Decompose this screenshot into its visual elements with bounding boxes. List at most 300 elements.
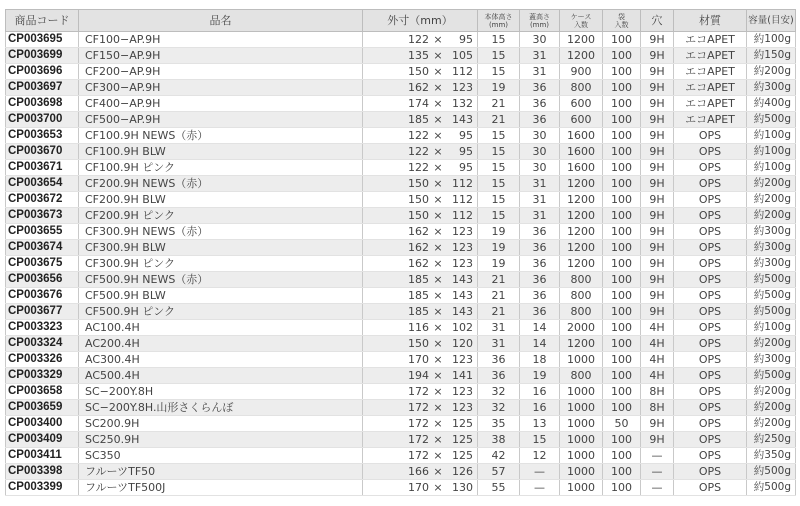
- dim-width: 172: [408, 417, 429, 430]
- cell-dims: [363, 288, 478, 304]
- cell-name: CF100−AP.9H: [79, 32, 363, 48]
- dim-depth: 143: [452, 305, 473, 318]
- dim-width: 150: [408, 193, 429, 206]
- cell-hole: 4H: [641, 368, 674, 384]
- cell-name: CF300.9H ピンク: [79, 256, 363, 272]
- cell-code: CP003696: [6, 64, 79, 80]
- cell-hole: 9H: [641, 96, 674, 112]
- header-lid-height-line1: 蓋高さ: [529, 12, 550, 21]
- cell-body-height: 21: [478, 112, 520, 128]
- cell-capacity: 約300g: [747, 240, 796, 256]
- dim-separator: ×: [433, 481, 443, 494]
- cell-code: CP003659: [6, 400, 79, 416]
- cell-material: OPS: [674, 176, 747, 192]
- cell-bag-qty: 100: [603, 352, 641, 368]
- cell-capacity: 約100g: [747, 32, 796, 48]
- header-capacity: 容量(目安): [747, 10, 796, 32]
- cell-dims: [363, 192, 478, 208]
- cell-name: CF300.9H BLW: [79, 240, 363, 256]
- cell-name: CF200−AP.9H: [79, 64, 363, 80]
- table-row: [6, 160, 796, 176]
- cell-capacity: 約500g: [747, 112, 796, 128]
- dim-depth: 105: [452, 49, 473, 62]
- cell-case-qty: 1000: [560, 416, 603, 432]
- cell-hole: 9H: [641, 208, 674, 224]
- cell-dims: [363, 80, 478, 96]
- cell-bag-qty: 100: [603, 320, 641, 336]
- cell-body-height: 42: [478, 448, 520, 464]
- cell-body-height: 19: [478, 240, 520, 256]
- table-row: [6, 336, 796, 352]
- cell-lid-height: 19: [520, 368, 560, 384]
- cell-case-qty: 1000: [560, 464, 603, 480]
- cell-body-height: 15: [478, 48, 520, 64]
- cell-body-height: 57: [478, 464, 520, 480]
- cell-hole: 9H: [641, 32, 674, 48]
- cell-lid-height: 12: [520, 448, 560, 464]
- dim-separator: ×: [433, 385, 443, 398]
- cell-lid-height: 31: [520, 208, 560, 224]
- table-row: [6, 112, 796, 128]
- cell-bag-qty: 100: [603, 112, 641, 128]
- table-row: [6, 480, 796, 496]
- dim-depth: 141: [452, 369, 473, 382]
- cell-hole: 9H: [641, 192, 674, 208]
- dim-separator: ×: [433, 241, 443, 254]
- cell-case-qty: 800: [560, 368, 603, 384]
- cell-dims: [363, 144, 478, 160]
- dim-depth: 123: [452, 241, 473, 254]
- cell-name: SC250.9H: [79, 432, 363, 448]
- dim-separator: [473, 400, 478, 415]
- cell-dims: [363, 320, 478, 336]
- cell-dims: [363, 432, 478, 448]
- cell-capacity: 約100g: [747, 144, 796, 160]
- cell-material: OPS: [674, 352, 747, 368]
- cell-body-height: 38: [478, 432, 520, 448]
- cell-material: エコAPET: [674, 96, 747, 112]
- dim-depth: 123: [452, 401, 473, 414]
- dim-width: 150: [408, 337, 429, 350]
- cell-body-height: 36: [478, 352, 520, 368]
- dim-separator: ×: [433, 433, 443, 446]
- cell-lid-height: 31: [520, 192, 560, 208]
- dim-separator: ×: [433, 193, 443, 206]
- cell-material: OPS: [674, 288, 747, 304]
- cell-code: CP003654: [6, 176, 79, 192]
- cell-name: AC500.4H: [79, 368, 363, 384]
- cell-capacity: 約200g: [747, 64, 796, 80]
- cell-case-qty: 1600: [560, 128, 603, 144]
- cell-bag-qty: 100: [603, 224, 641, 240]
- table-row: [6, 464, 796, 480]
- cell-material: OPS: [674, 208, 747, 224]
- cell-dims: [363, 448, 478, 464]
- cell-dims: [363, 160, 478, 176]
- cell-dims: [363, 128, 478, 144]
- dim-separator: [473, 464, 478, 479]
- dim-width: 162: [408, 225, 429, 238]
- dim-width: 185: [408, 305, 429, 318]
- dim-separator: ×: [433, 209, 443, 222]
- cell-body-height: 36: [478, 368, 520, 384]
- dim-separator: [473, 160, 478, 175]
- cell-material: OPS: [674, 224, 747, 240]
- dim-width: 135: [408, 49, 429, 62]
- cell-bag-qty: 100: [603, 32, 641, 48]
- table-row: [6, 192, 796, 208]
- dim-width: 162: [408, 241, 429, 254]
- dim-separator: ×: [433, 97, 443, 110]
- cell-name: AC100.4H: [79, 320, 363, 336]
- cell-dims: [363, 368, 478, 384]
- cell-bag-qty: 100: [603, 208, 641, 224]
- table-row: [6, 416, 796, 432]
- cell-body-height: 15: [478, 160, 520, 176]
- table-row: [6, 48, 796, 64]
- cell-case-qty: 1200: [560, 208, 603, 224]
- cell-code: CP003658: [6, 384, 79, 400]
- dim-width: 185: [408, 289, 429, 302]
- cell-code: CP003656: [6, 272, 79, 288]
- cell-material: OPS: [674, 384, 747, 400]
- table-row: [6, 432, 796, 448]
- cell-material: OPS: [674, 448, 747, 464]
- cell-material: OPS: [674, 240, 747, 256]
- dim-depth: 112: [452, 177, 473, 190]
- cell-capacity: 約100g: [747, 128, 796, 144]
- dim-width: 122: [408, 145, 429, 158]
- cell-dims: [363, 64, 478, 80]
- cell-body-height: 31: [478, 320, 520, 336]
- cell-lid-height: 36: [520, 288, 560, 304]
- dim-depth: 123: [452, 257, 473, 270]
- dim-width: 174: [408, 97, 429, 110]
- cell-material: OPS: [674, 272, 747, 288]
- cell-case-qty: 1000: [560, 480, 603, 496]
- dim-separator: [473, 192, 478, 207]
- dim-separator: ×: [433, 337, 443, 350]
- cell-lid-height: 16: [520, 384, 560, 400]
- dim-separator: [473, 304, 478, 319]
- table-body: [6, 32, 796, 496]
- dim-separator: [473, 432, 478, 447]
- header-case-qty: [560, 10, 603, 32]
- cell-bag-qty: 100: [603, 384, 641, 400]
- cell-hole: 9H: [641, 48, 674, 64]
- cell-bag-qty: 100: [603, 48, 641, 64]
- cell-hole: 9H: [641, 64, 674, 80]
- cell-bag-qty: 100: [603, 64, 641, 80]
- table-row: [6, 384, 796, 400]
- cell-case-qty: 600: [560, 96, 603, 112]
- header-name: 品名: [79, 10, 363, 32]
- cell-case-qty: 800: [560, 288, 603, 304]
- dim-width: 122: [408, 33, 429, 46]
- cell-case-qty: 1200: [560, 256, 603, 272]
- cell-lid-height: 15: [520, 432, 560, 448]
- dim-width: 185: [408, 113, 429, 126]
- table-row: [6, 128, 796, 144]
- cell-capacity: 約300g: [747, 352, 796, 368]
- cell-code: CP003695: [6, 32, 79, 48]
- dim-separator: ×: [433, 401, 443, 414]
- cell-hole: —: [641, 448, 674, 464]
- cell-name: CF300−AP.9H: [79, 80, 363, 96]
- cell-hole: 9H: [641, 416, 674, 432]
- cell-name: SC−200Y.8H.山形さくらんぼ: [79, 400, 363, 416]
- cell-bag-qty: 100: [603, 272, 641, 288]
- table-row: [6, 304, 796, 320]
- cell-hole: —: [641, 464, 674, 480]
- cell-code: CP003653: [6, 128, 79, 144]
- cell-capacity: 約200g: [747, 384, 796, 400]
- dim-separator: [473, 176, 478, 191]
- dim-separator: ×: [433, 353, 443, 366]
- dim-width: 162: [408, 257, 429, 270]
- cell-capacity: 約300g: [747, 224, 796, 240]
- cell-dims: [363, 256, 478, 272]
- cell-code: CP003409: [6, 432, 79, 448]
- dim-width: 150: [408, 177, 429, 190]
- dim-depth: 143: [452, 113, 473, 126]
- dim-depth: 123: [452, 353, 473, 366]
- cell-material: エコAPET: [674, 80, 747, 96]
- dim-width: 170: [408, 481, 429, 494]
- cell-name: CF500.9H NEWS（赤）: [79, 272, 363, 288]
- dim-depth: 132: [452, 97, 473, 110]
- dim-separator: [473, 320, 478, 335]
- dim-depth: 112: [452, 209, 473, 222]
- dim-separator: [473, 144, 478, 159]
- cell-capacity: 約200g: [747, 208, 796, 224]
- cell-material: OPS: [674, 192, 747, 208]
- cell-body-height: 15: [478, 32, 520, 48]
- cell-body-height: 15: [478, 144, 520, 160]
- dim-separator: [473, 224, 478, 239]
- table-row: [6, 240, 796, 256]
- dim-width: 185: [408, 273, 429, 286]
- cell-lid-height: 13: [520, 416, 560, 432]
- table-row: [6, 272, 796, 288]
- dim-width: 172: [408, 401, 429, 414]
- cell-bag-qty: 100: [603, 480, 641, 496]
- cell-bag-qty: 100: [603, 304, 641, 320]
- cell-case-qty: 1200: [560, 192, 603, 208]
- cell-dims: [363, 480, 478, 496]
- table-row: [6, 320, 796, 336]
- cell-material: OPS: [674, 304, 747, 320]
- dim-separator: ×: [433, 369, 443, 382]
- dim-depth: 143: [452, 289, 473, 302]
- cell-lid-height: 14: [520, 336, 560, 352]
- cell-capacity: 約200g: [747, 176, 796, 192]
- cell-name: CF500−AP.9H: [79, 112, 363, 128]
- cell-dims: [363, 96, 478, 112]
- cell-bag-qty: 100: [603, 288, 641, 304]
- cell-capacity: 約500g: [747, 480, 796, 496]
- cell-name: SC200.9H: [79, 416, 363, 432]
- cell-capacity: 約200g: [747, 192, 796, 208]
- cell-lid-height: 36: [520, 112, 560, 128]
- cell-lid-height: 18: [520, 352, 560, 368]
- cell-lid-height: —: [520, 480, 560, 496]
- table-row: [6, 144, 796, 160]
- dim-separator: ×: [433, 465, 443, 478]
- cell-capacity: 約500g: [747, 288, 796, 304]
- dim-separator: [473, 112, 478, 127]
- header-case-qty-line1: ケース: [570, 12, 592, 21]
- cell-name: CF200.9H NEWS（赤）: [79, 176, 363, 192]
- cell-body-height: 32: [478, 384, 520, 400]
- dim-separator: [473, 256, 478, 271]
- cell-bag-qty: 50: [603, 416, 641, 432]
- cell-lid-height: 31: [520, 48, 560, 64]
- cell-name: CF400−AP.9H: [79, 96, 363, 112]
- cell-body-height: 15: [478, 64, 520, 80]
- dim-separator: [473, 96, 478, 111]
- cell-material: OPS: [674, 256, 747, 272]
- dim-depth: 130: [452, 481, 473, 494]
- cell-lid-height: 31: [520, 176, 560, 192]
- header-bag-qty: [603, 10, 641, 32]
- cell-hole: 9H: [641, 80, 674, 96]
- cell-body-height: 19: [478, 256, 520, 272]
- cell-case-qty: 1200: [560, 336, 603, 352]
- cell-capacity: 約150g: [747, 48, 796, 64]
- header-bag-qty-line2: 入数: [614, 20, 629, 29]
- cell-capacity: 約500g: [747, 464, 796, 480]
- cell-case-qty: 800: [560, 304, 603, 320]
- cell-lid-height: 16: [520, 400, 560, 416]
- cell-code: CP003323: [6, 320, 79, 336]
- cell-name: CF500.9H BLW: [79, 288, 363, 304]
- dim-separator: [473, 240, 478, 255]
- cell-dims: [363, 304, 478, 320]
- cell-code: CP003400: [6, 416, 79, 432]
- cell-material: OPS: [674, 336, 747, 352]
- cell-material: OPS: [674, 160, 747, 176]
- cell-case-qty: 1200: [560, 48, 603, 64]
- header-hole: 穴: [641, 10, 674, 32]
- dim-separator: ×: [433, 225, 443, 238]
- cell-name: CF500.9H ピンク: [79, 304, 363, 320]
- dim-separator: ×: [433, 273, 443, 286]
- table-row: [6, 400, 796, 416]
- cell-lid-height: 36: [520, 80, 560, 96]
- dim-depth: 125: [452, 417, 473, 430]
- cell-lid-height: 36: [520, 256, 560, 272]
- cell-dims: [363, 400, 478, 416]
- cell-capacity: 約500g: [747, 272, 796, 288]
- cell-code: CP003697: [6, 80, 79, 96]
- dim-depth: 125: [452, 433, 473, 446]
- cell-dims: [363, 352, 478, 368]
- cell-name: フルーツTF500J: [79, 480, 363, 496]
- dim-separator: [473, 128, 478, 143]
- cell-code: CP003675: [6, 256, 79, 272]
- cell-material: OPS: [674, 320, 747, 336]
- cell-dims: [363, 48, 478, 64]
- cell-hole: 9H: [641, 304, 674, 320]
- cell-code: CP003324: [6, 336, 79, 352]
- cell-dims: [363, 416, 478, 432]
- cell-case-qty: 1000: [560, 384, 603, 400]
- dim-separator: [473, 272, 478, 287]
- cell-case-qty: 1000: [560, 352, 603, 368]
- dim-depth: 143: [452, 273, 473, 286]
- cell-name: CF150−AP.9H: [79, 48, 363, 64]
- cell-lid-height: —: [520, 464, 560, 480]
- cell-hole: 8H: [641, 400, 674, 416]
- table-row: [6, 288, 796, 304]
- table-row: [6, 224, 796, 240]
- cell-lid-height: 30: [520, 32, 560, 48]
- cell-capacity: 約200g: [747, 400, 796, 416]
- cell-body-height: 21: [478, 96, 520, 112]
- cell-body-height: 15: [478, 128, 520, 144]
- header-dims: 外寸（mm）: [363, 10, 478, 32]
- dim-width: 172: [408, 385, 429, 398]
- cell-body-height: 19: [478, 224, 520, 240]
- dim-depth: 123: [452, 81, 473, 94]
- cell-name: SC350: [79, 448, 363, 464]
- cell-code: CP003411: [6, 448, 79, 464]
- cell-material: エコAPET: [674, 64, 747, 80]
- cell-hole: 9H: [641, 432, 674, 448]
- cell-body-height: 21: [478, 288, 520, 304]
- cell-case-qty: 1000: [560, 432, 603, 448]
- cell-bag-qty: 100: [603, 176, 641, 192]
- dim-separator: ×: [433, 161, 443, 174]
- dim-separator: [473, 288, 478, 303]
- cell-hole: 9H: [641, 272, 674, 288]
- cell-code: CP003326: [6, 352, 79, 368]
- cell-body-height: 35: [478, 416, 520, 432]
- cell-material: OPS: [674, 480, 747, 496]
- cell-body-height: 21: [478, 304, 520, 320]
- dim-depth: 95: [459, 129, 473, 142]
- cell-case-qty: 800: [560, 272, 603, 288]
- dim-depth: 95: [459, 33, 473, 46]
- dim-separator: ×: [433, 417, 443, 430]
- cell-capacity: 約200g: [747, 416, 796, 432]
- header-row: [6, 10, 796, 32]
- cell-bag-qty: 100: [603, 144, 641, 160]
- cell-dims: [363, 176, 478, 192]
- table-row: [6, 80, 796, 96]
- cell-dims: [363, 224, 478, 240]
- cell-bag-qty: 100: [603, 464, 641, 480]
- dim-width: 116: [408, 321, 429, 334]
- cell-material: エコAPET: [674, 112, 747, 128]
- cell-capacity: 約300g: [747, 80, 796, 96]
- cell-case-qty: 800: [560, 80, 603, 96]
- dim-depth: 123: [452, 225, 473, 238]
- cell-case-qty: 1200: [560, 224, 603, 240]
- dim-separator: [473, 208, 478, 223]
- cell-bag-qty: 100: [603, 160, 641, 176]
- cell-code: CP003655: [6, 224, 79, 240]
- dim-separator: [473, 336, 478, 351]
- table-row: [6, 176, 796, 192]
- cell-material: OPS: [674, 144, 747, 160]
- header-case-qty-line2: 入数: [574, 20, 588, 29]
- cell-capacity: 約350g: [747, 448, 796, 464]
- cell-case-qty: 900: [560, 64, 603, 80]
- dim-width: 194: [408, 369, 429, 382]
- cell-case-qty: 1000: [560, 400, 603, 416]
